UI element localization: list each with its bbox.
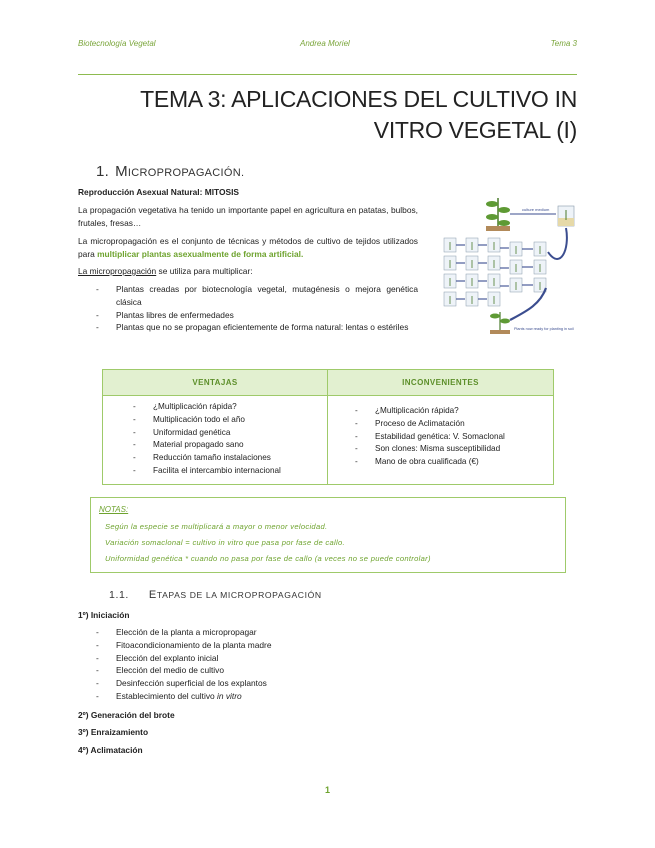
list-item-text: Establecimiento del cultivo	[116, 690, 218, 701]
iniciacion-list	[96, 626, 418, 703]
section-title-rest: TAPAS DE LA MICROPROPAGACIÓN	[156, 590, 322, 600]
disadvantages-column	[327, 370, 553, 484]
intro-paragraph-1: La propagación vegetativa ha tenido un importante papel en agricultura en patatas, bulbos, frutales, fresas…	[78, 205, 418, 229]
title-line-1: TEMA 3: APLICACIONES DEL CULTIVO IN	[140, 86, 577, 112]
section-heading-micropropagacion	[96, 163, 244, 180]
section-title-rest: ICROPROPAGACIÓN.	[127, 167, 245, 179]
page-title	[97, 84, 577, 146]
section-title-cap: M	[115, 163, 128, 180]
intro-list	[96, 283, 418, 334]
figure-label-medium: culture medium	[522, 207, 550, 212]
disadvantages-header: INCONVENIENTES	[328, 370, 553, 396]
list-item: - Mano de obra cualificada (€)	[355, 456, 505, 469]
header-topic: Tema 3	[550, 39, 577, 48]
list-item: - Elección de la planta a micropropagar	[96, 626, 418, 639]
header-divider	[78, 74, 577, 75]
note-line: Uniformidad genética * cuando no pasa por fase de callo (a veces no se puede controlar)	[105, 554, 431, 563]
intro-p2-text: La micropropagación es el conjunto de técnicas y métodos de cultivo de tejidos utilizados para	[78, 236, 418, 260]
advantages-list	[133, 401, 281, 478]
list-item	[96, 690, 418, 703]
section-heading-etapas	[109, 589, 322, 601]
list-item: - Uniformidad genética	[133, 427, 281, 440]
step-iniciacion: 1º) Iniciación	[78, 610, 130, 620]
intro-paragraph-3	[78, 265, 418, 278]
section-number: 1.	[96, 163, 110, 180]
step-enraizamiento: 3º) Enraizamiento	[78, 727, 149, 737]
intro-p2-highlight: multiplicar plantas asexualmente de forma artificial.	[97, 249, 304, 260]
list-item: - Proceso de Aclimatación	[355, 418, 505, 431]
list-item: - Elección del explanto inicial	[96, 652, 418, 665]
note-line: Variación somaclonal = cultivo in vitro que pasa por fase de callo.	[105, 538, 345, 547]
intro-subtitle: Reproducción Asexual Natural: MITOSIS	[78, 187, 240, 197]
disadvantages-list	[355, 405, 505, 469]
list-item: - Son clones: Misma susceptibilidad	[355, 443, 505, 456]
list-item: - Fitoacondicionamiento de la planta madre	[96, 639, 418, 652]
section-number: 1.1.	[109, 589, 129, 601]
culture-vessel-icon	[558, 206, 574, 226]
note-line: Según la especie se multiplicará a mayor o menor velocidad.	[105, 522, 328, 531]
intro-paragraph-2	[78, 235, 418, 262]
notes-label: NOTAS:	[99, 505, 129, 514]
header-author: Andrea Moriel	[300, 39, 350, 48]
list-item: - ¿Multiplicación rápida?	[133, 401, 281, 414]
vessel-grid	[444, 238, 546, 306]
list-item: - Plantas libres de enfermedades	[96, 309, 418, 322]
list-item: - Desinfección superficial de los explantos	[96, 677, 418, 690]
list-item: - Elección del medio de cultivo	[96, 664, 418, 677]
list-item: - Reducción tamaño instalaciones	[133, 452, 281, 465]
section-title-cap: E	[148, 589, 157, 601]
list-item: - Plantas que no se propagan eficientemente de forma natural: lentas o estériles	[96, 321, 418, 334]
page-number: 1	[324, 785, 330, 795]
list-item: - ¿Multiplicación rápida?	[355, 405, 505, 418]
micropropagation-diagram	[440, 190, 578, 350]
intro-p3-text: se utiliza para multiplicar:	[156, 266, 253, 276]
list-item: - Multiplicación todo el año	[133, 414, 281, 427]
list-item: - Plantas creadas por biotecnología vegetal, mutagénesis o mejora genética clásica	[96, 283, 418, 309]
advantages-header: VENTAJAS	[103, 370, 327, 396]
list-item: - Facilita el intercambio internacional	[133, 465, 281, 478]
title-line-2: VITRO VEGETAL (I)	[373, 117, 577, 143]
advantages-column	[103, 370, 327, 484]
figure-label-bottom: Plants now ready for planting in soil	[514, 327, 574, 331]
step-generacion-brote: 2º) Generación del brote	[78, 710, 175, 720]
list-item-italic: in vitro	[217, 690, 242, 701]
advantages-table	[102, 369, 554, 485]
step-aclimatacion: 4º) Aclimatación	[78, 745, 143, 755]
header-subject: Biotecnología Vegetal	[78, 39, 156, 48]
rooted-plant-icon	[490, 312, 510, 334]
mother-plant-icon	[486, 198, 510, 231]
list-item: - Material propagado sano	[133, 439, 281, 452]
intro-p3-underlined: La micropropagación	[78, 266, 157, 276]
list-item: - Estabilidad genética: V. Somaclonal	[355, 431, 505, 444]
notes-box	[90, 497, 566, 573]
